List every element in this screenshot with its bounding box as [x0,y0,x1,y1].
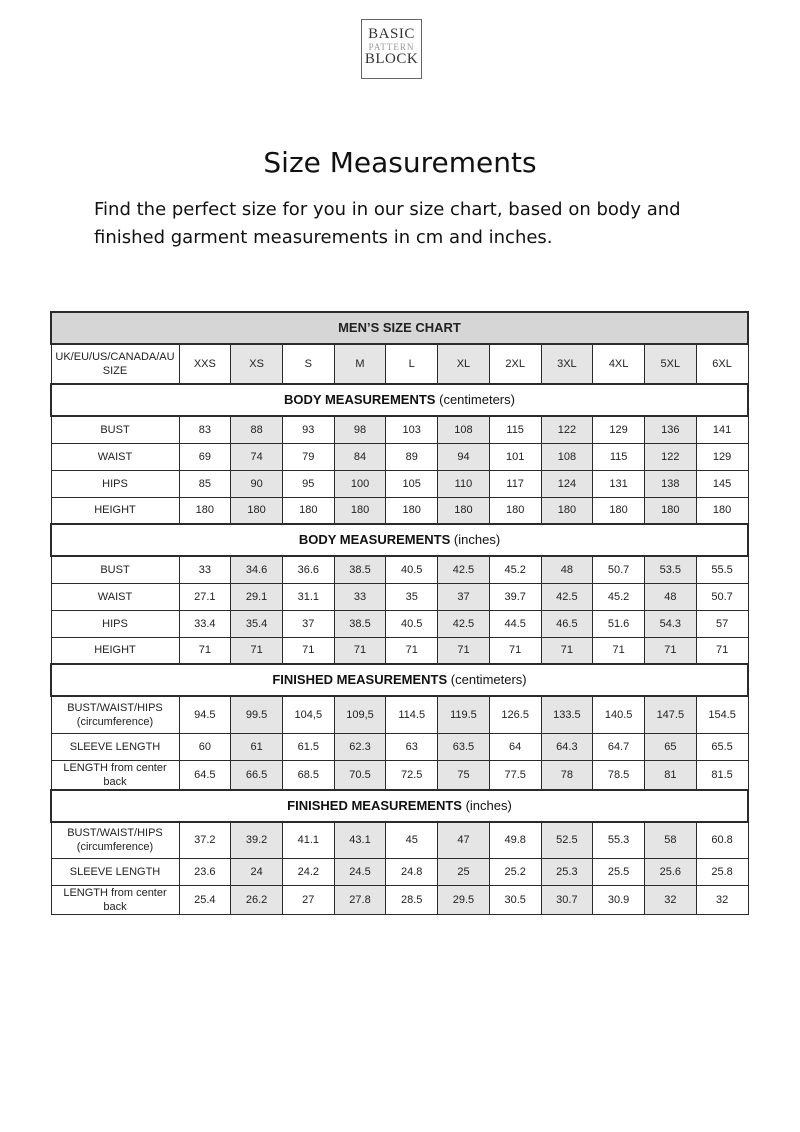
measurement-label: LENGTH from center back [51,886,179,915]
section-header-row [51,384,748,416]
measurement-value: 115 [489,416,541,443]
section-title: FINISHED MEASUREMENTS [287,797,462,813]
measurement-value: 24.8 [386,859,438,886]
measurement-value: 32 [696,886,748,915]
measurement-value: 30.5 [489,886,541,915]
measurement-value: 145 [696,470,748,497]
section-unit: (centimeters) [439,392,515,407]
measurement-value: 83 [179,416,231,443]
size-header-cell: XXS [179,344,231,384]
measurement-label: HEIGHT [51,497,179,524]
measurement-row [51,610,748,637]
size-header-cell: M [334,344,386,384]
measurement-row [51,497,748,524]
measurement-value: 41.1 [282,822,334,859]
measurement-value: 31.1 [282,583,334,610]
measurement-value: 30.7 [541,886,593,915]
measurement-value: 45.2 [593,583,645,610]
measurement-value: 63 [386,733,438,760]
measurement-value: 42.5 [438,556,490,583]
measurement-row [51,822,748,859]
measurement-value: 99.5 [231,696,283,733]
measurement-value: 64.3 [541,733,593,760]
measurement-value: 48 [541,556,593,583]
measurement-label: HEIGHT [51,637,179,664]
measurement-value: 33.4 [179,610,231,637]
size-header-cell: 4XL [593,344,645,384]
size-system-label: UK/EU/US/CANADA/AU SIZE [51,344,179,384]
brand-logo [361,19,422,79]
measurement-value: 48 [644,583,696,610]
size-header-cell: L [386,344,438,384]
measurement-label: BUST [51,556,179,583]
measurement-row [51,583,748,610]
measurement-value: 37 [282,610,334,637]
measurement-row [51,556,748,583]
measurement-value: 126.5 [489,696,541,733]
measurement-value: 133.5 [541,696,593,733]
measurement-value: 180 [489,497,541,524]
measurement-value: 39.7 [489,583,541,610]
page-title: Size Measurements [263,146,537,179]
measurement-value: 40.5 [386,556,438,583]
measurement-value: 180 [179,497,231,524]
section-header-row [51,790,748,822]
measurement-row [51,859,748,886]
measurement-value: 52.5 [541,822,593,859]
measurement-value: 72.5 [386,760,438,790]
measurement-value: 180 [386,497,438,524]
section-title: BODY MEASUREMENTS [298,532,451,547]
measurement-value: 28.5 [386,886,438,915]
measurement-value: 131 [593,470,645,497]
measurement-value: 94.5 [179,696,231,733]
measurement-value: 79 [282,443,334,470]
measurement-value: 77.5 [489,760,541,790]
measurement-label: SLEEVE LENGTH [51,733,179,760]
measurement-value: 94 [438,443,490,470]
measurement-value: 38.5 [334,556,386,583]
measurement-value: 119.5 [438,696,490,733]
measurement-value: 54.3 [644,610,696,637]
measurement-value: 42.5 [541,583,593,610]
measurement-value: 65 [644,733,696,760]
chart-title: MEN’S SIZE CHART [51,312,748,344]
measurement-value: 101 [489,443,541,470]
measurement-value: 68.5 [282,760,334,790]
measurement-value: 60.8 [696,822,748,859]
measurement-value: 62.3 [334,733,386,760]
size-header-cell: 6XL [696,344,748,384]
measurement-value: 63.5 [438,733,490,760]
measurement-value: 27 [282,886,334,915]
measurement-value: 98 [334,416,386,443]
measurement-value: 27.8 [334,886,386,915]
measurement-value: 47 [438,822,490,859]
measurement-value: 40.5 [386,610,438,637]
measurement-value: 51.6 [593,610,645,637]
measurement-value: 129 [593,416,645,443]
intro-text: Find the perfect size for you in our size chart, based on body and finished garment measurements in cm and inches. [94,199,681,248]
measurement-value: 71 [541,637,593,664]
measurement-value: 66.5 [231,760,283,790]
measurement-value: 180 [282,497,334,524]
measurement-value: 105 [386,470,438,497]
measurement-value: 71 [489,637,541,664]
measurement-value: 64 [489,733,541,760]
section-unit: (inches) [465,797,512,813]
measurement-value: 50.7 [593,556,645,583]
measurement-label: LENGTH from center back [51,760,179,790]
measurement-value: 25.8 [696,859,748,886]
measurement-value: 71 [593,637,645,664]
size-chart-table [50,311,749,915]
section-title: FINISHED MEASUREMENTS [272,672,448,687]
measurement-row [51,637,748,664]
measurement-value: 42.5 [438,610,490,637]
measurement-value: 71 [386,637,438,664]
measurement-value: 24 [231,859,283,886]
measurement-value: 29.1 [231,583,283,610]
measurement-value: 35 [386,583,438,610]
measurement-value: 140.5 [593,696,645,733]
measurement-value: 95 [282,470,334,497]
measurement-value: 23.6 [179,859,231,886]
size-header-cell: 2XL [489,344,541,384]
measurement-label: WAIST [51,583,179,610]
measurement-value: 29.5 [438,886,490,915]
measurement-value: 93 [282,416,334,443]
section-unit: (inches) [453,532,501,547]
measurement-value: 136 [644,416,696,443]
measurement-value: 88 [231,416,283,443]
measurement-value: 180 [696,497,748,524]
measurement-value: 78 [541,760,593,790]
section-unit: (centimeters) [450,672,527,687]
section-header-row [51,524,748,556]
measurement-value: 64.7 [593,733,645,760]
measurement-value: 180 [593,497,645,524]
measurement-value: 46.5 [541,610,593,637]
measurement-value: 50.7 [696,583,748,610]
measurement-value: 110 [438,470,490,497]
measurement-value: 30.9 [593,886,645,915]
logo-line-block: BLOCK [364,51,419,67]
measurement-value: 38.5 [334,610,386,637]
measurement-value: 71 [282,637,334,664]
measurement-value: 71 [179,637,231,664]
measurement-value: 124 [541,470,593,497]
measurement-value: 27.1 [179,583,231,610]
measurement-value: 84 [334,443,386,470]
measurement-value: 117 [489,470,541,497]
measurement-row [51,416,748,443]
measurement-label: SLEEVE LENGTH [51,859,179,886]
measurement-value: 32 [644,886,696,915]
section-header [51,790,748,822]
measurement-value: 25.3 [541,859,593,886]
measurement-row [51,470,748,497]
measurement-value: 55.3 [593,822,645,859]
measurement-value: 75 [438,760,490,790]
measurement-label: BUST/WAIST/HIPS (circumference) [51,822,179,859]
measurement-value: 65.5 [696,733,748,760]
measurement-value: 45.2 [489,556,541,583]
measurement-value: 109,5 [334,696,386,733]
measurement-value: 71 [231,637,283,664]
measurement-value: 141 [696,416,748,443]
measurement-value: 180 [644,497,696,524]
measurement-value: 60 [179,733,231,760]
measurement-value: 90 [231,470,283,497]
section-title: BODY MEASUREMENTS [284,392,436,407]
measurement-value: 49.8 [489,822,541,859]
measurement-value: 89 [386,443,438,470]
size-header-cell: S [282,344,334,384]
measurement-value: 34.6 [231,556,283,583]
measurement-value: 74 [231,443,283,470]
measurement-value: 138 [644,470,696,497]
size-header-cell: 5XL [644,344,696,384]
measurement-value: 154.5 [696,696,748,733]
measurement-row [51,886,748,915]
measurement-value: 108 [438,416,490,443]
measurement-value: 25.6 [644,859,696,886]
measurement-value: 44.5 [489,610,541,637]
measurement-label: WAIST [51,443,179,470]
measurement-value: 69 [179,443,231,470]
measurement-value: 45 [386,822,438,859]
measurement-value: 129 [696,443,748,470]
measurement-value: 25.5 [593,859,645,886]
measurement-value: 64.5 [179,760,231,790]
measurement-value: 103 [386,416,438,443]
measurement-value: 33 [179,556,231,583]
measurement-value: 24.5 [334,859,386,886]
size-header-cell: XL [438,344,490,384]
measurement-row [51,733,748,760]
measurement-value: 24.2 [282,859,334,886]
measurement-label: HIPS [51,610,179,637]
measurement-value: 35.4 [231,610,283,637]
section-header [51,384,748,416]
measurement-value: 180 [231,497,283,524]
measurement-value: 33 [334,583,386,610]
measurement-value: 25.4 [179,886,231,915]
measurement-value: 180 [334,497,386,524]
measurement-value: 58 [644,822,696,859]
measurement-value: 81 [644,760,696,790]
measurement-value: 71 [438,637,490,664]
section-header [51,664,748,696]
measurement-row [51,443,748,470]
size-header-cell: XS [231,344,283,384]
measurement-value: 147.5 [644,696,696,733]
measurement-value: 39.2 [231,822,283,859]
measurement-row [51,760,748,790]
measurement-value: 61 [231,733,283,760]
measurement-value: 37.2 [179,822,231,859]
measurement-value: 78.5 [593,760,645,790]
measurement-value: 71 [334,637,386,664]
measurement-value: 71 [644,637,696,664]
measurement-value: 53.5 [644,556,696,583]
measurement-value: 25.2 [489,859,541,886]
measurement-value: 108 [541,443,593,470]
measurement-value: 55.5 [696,556,748,583]
size-header-cell: 3XL [541,344,593,384]
measurement-value: 57 [696,610,748,637]
measurement-value: 70.5 [334,760,386,790]
section-header [51,524,748,556]
measurement-value: 115 [593,443,645,470]
measurement-value: 61.5 [282,733,334,760]
measurement-label: HIPS [51,470,179,497]
measurement-value: 114.5 [386,696,438,733]
measurement-value: 37 [438,583,490,610]
section-header-row [51,664,748,696]
measurement-value: 43.1 [334,822,386,859]
measurement-value: 100 [334,470,386,497]
measurement-value: 85 [179,470,231,497]
measurement-value: 71 [696,637,748,664]
size-header-row [51,344,748,384]
measurement-value: 81.5 [696,760,748,790]
size-chart-body [51,312,748,915]
measurement-value: 122 [644,443,696,470]
logo-line-pattern: PATTERN [368,42,415,52]
measurement-value: 122 [541,416,593,443]
chart-title-row [51,312,748,344]
measurement-value: 180 [438,497,490,524]
measurement-value: 26.2 [231,886,283,915]
logo-line-basic: BASIC [368,26,415,42]
measurement-value: 104,5 [282,696,334,733]
measurement-value: 180 [541,497,593,524]
measurement-label: BUST/WAIST/HIPS (circumference) [51,696,179,733]
measurement-row [51,696,748,733]
measurement-value: 25 [438,859,490,886]
measurement-label: BUST [51,416,179,443]
measurement-value: 36.6 [282,556,334,583]
